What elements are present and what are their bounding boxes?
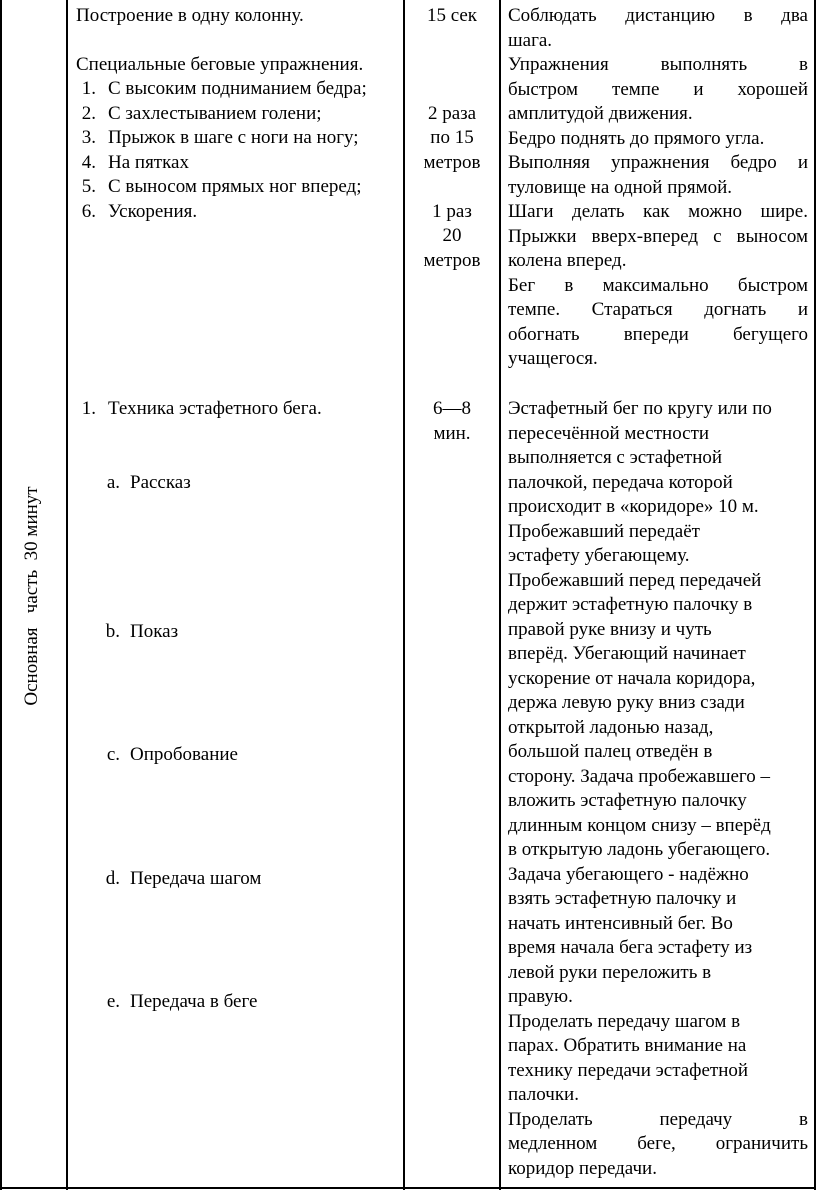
content-cell (68, 0, 404, 1188)
dosage-line: метров (423, 151, 481, 173)
note-line: Эстафетный бег по кругу или по (508, 398, 772, 419)
note-line: в открытую ладонь убегающего. (508, 839, 771, 860)
note-line: левой руки переложить в (508, 961, 712, 983)
note-line: палочки. (508, 1084, 579, 1105)
list-item-text: Опробование (130, 744, 238, 765)
list-item-text: Передача в беге (130, 991, 258, 1012)
note-line: Проделать передачу в (508, 1108, 808, 1130)
section-label: Основная часть 30 минут (20, 486, 42, 706)
list-number: 1. (81, 78, 96, 99)
note-line: вложить эстафетную палочку (508, 790, 747, 811)
dosage-formation: 15 сек (426, 5, 478, 26)
note-line: большой палец отведён в (508, 741, 713, 762)
list-item-text: С высоким подниманием бедра; (108, 78, 367, 99)
dosage-line: 20 (442, 225, 462, 246)
note-line: происходит в «коридоре» 10 м. (508, 496, 759, 517)
note-line: парах. Обратить внимание на (508, 1035, 747, 1056)
note-line: правую. (508, 986, 573, 1007)
note-line: темпе. Стараться догнать и (508, 299, 808, 320)
note-line: Бедро поднять до прямого угла. (508, 127, 765, 149)
note-line: Прыжки вверх-вперед с выносом (508, 225, 808, 247)
note-line: Соблюдать дистанцию в два (508, 5, 808, 26)
list-marker: b. (105, 621, 120, 642)
note-line: туловище на одной прямой. (508, 176, 733, 198)
note-line: амплитудой движения. (508, 103, 693, 124)
note-line: эстафету убегающему. (508, 545, 690, 566)
notes-cell (500, 0, 816, 1188)
note-line: держит эстафетную палочку в (508, 594, 753, 615)
section-label-cell (7, 2, 57, 1188)
note-line: время начала бега эстафету из (508, 937, 753, 958)
note-line: длинным концом снизу – вперёд (508, 814, 771, 836)
note-line: сторону. Задача пробежавшего – (508, 765, 770, 787)
dosage-line: 6—8 (433, 398, 471, 419)
note-line: быстром темпе и хорошей (508, 78, 808, 100)
list-number: 3. (81, 127, 96, 148)
note-line: вперёд. Убегающий начинает (508, 643, 746, 664)
note-line: учащегося. (508, 348, 598, 369)
list-item-text: Показ (130, 621, 179, 642)
note-line: Пробежавший передаёт (508, 520, 700, 542)
list-item-text: Прыжок в шаге с ноги на ногу; (108, 127, 359, 148)
special-exercises-title: Специальные беговые упражнения. (76, 54, 364, 75)
list-number: 6. (81, 200, 96, 222)
list-item-text: Ускорения. (108, 200, 198, 222)
list-item-text: С захлестыванием голени; (108, 102, 322, 124)
note-line: шага. (508, 29, 553, 51)
note-line: Выполняя упражнения бедро и (508, 152, 808, 173)
list-number: 1. (81, 398, 96, 419)
list-number: 5. (81, 176, 96, 197)
list-marker: d. (105, 868, 120, 889)
note-line: выполняется с эстафетной (508, 447, 723, 468)
note-line: Упражнения выполнять в (508, 54, 808, 75)
note-line: Пробежавший перед передачей (508, 569, 762, 591)
note-line: открытой ладонью назад, (508, 716, 714, 738)
dosage-line: метров (423, 249, 481, 271)
note-line: обогнать впереди бегущего (508, 323, 808, 345)
note-line: пересечённой местности (508, 422, 710, 444)
list-item-text: С выносом прямых ног вперед; (108, 176, 362, 197)
formation-text: Построение в одну колонну. (76, 5, 304, 26)
note-line: технику передачи эстафетной (508, 1059, 749, 1081)
note-line: правой руке внизу и чуть (508, 618, 712, 640)
note-line: коридор передачи. (508, 1157, 657, 1179)
list-number: 4. (81, 151, 96, 173)
note-line: держа левую руку вниз сзади (508, 692, 745, 713)
list-marker: c. (106, 744, 120, 765)
dosage-line: 2 раза (427, 102, 477, 124)
list-item-text: На пятках (108, 151, 189, 173)
list-number: 2. (81, 102, 96, 124)
note-line: начать интенсивный бег. Во (508, 912, 733, 934)
note-line: взять эстафетную палочку и (508, 888, 737, 909)
list-item-text: Рассказ (130, 472, 191, 493)
dosage-line: мин. (433, 422, 471, 444)
dosage-line: 1 раз (432, 200, 472, 222)
note-line: палочкой, передача которой (508, 471, 733, 493)
list-marker: a. (106, 472, 120, 493)
table-border-left (0, 0, 2, 1190)
note-line: Бег в максимально быстром (508, 274, 808, 296)
note-line: Проделать передачу шагом в (508, 1010, 741, 1032)
list-item-text: Передача шагом (130, 868, 262, 889)
relay-technique-title: Техника эстафетного бега. (108, 398, 322, 419)
note-line: медленном беге, ограничить (508, 1133, 808, 1154)
note-line: Шаги делать как можно шире. (508, 201, 808, 222)
note-line: Задача убегающего - надёжно (508, 863, 749, 885)
list-marker: e. (106, 991, 120, 1012)
dosage-cell (404, 0, 500, 1188)
note-line: ускорение от начала коридора, (508, 667, 756, 689)
note-line: колена вперед. (508, 250, 627, 271)
dosage-line: по 15 (430, 127, 474, 148)
